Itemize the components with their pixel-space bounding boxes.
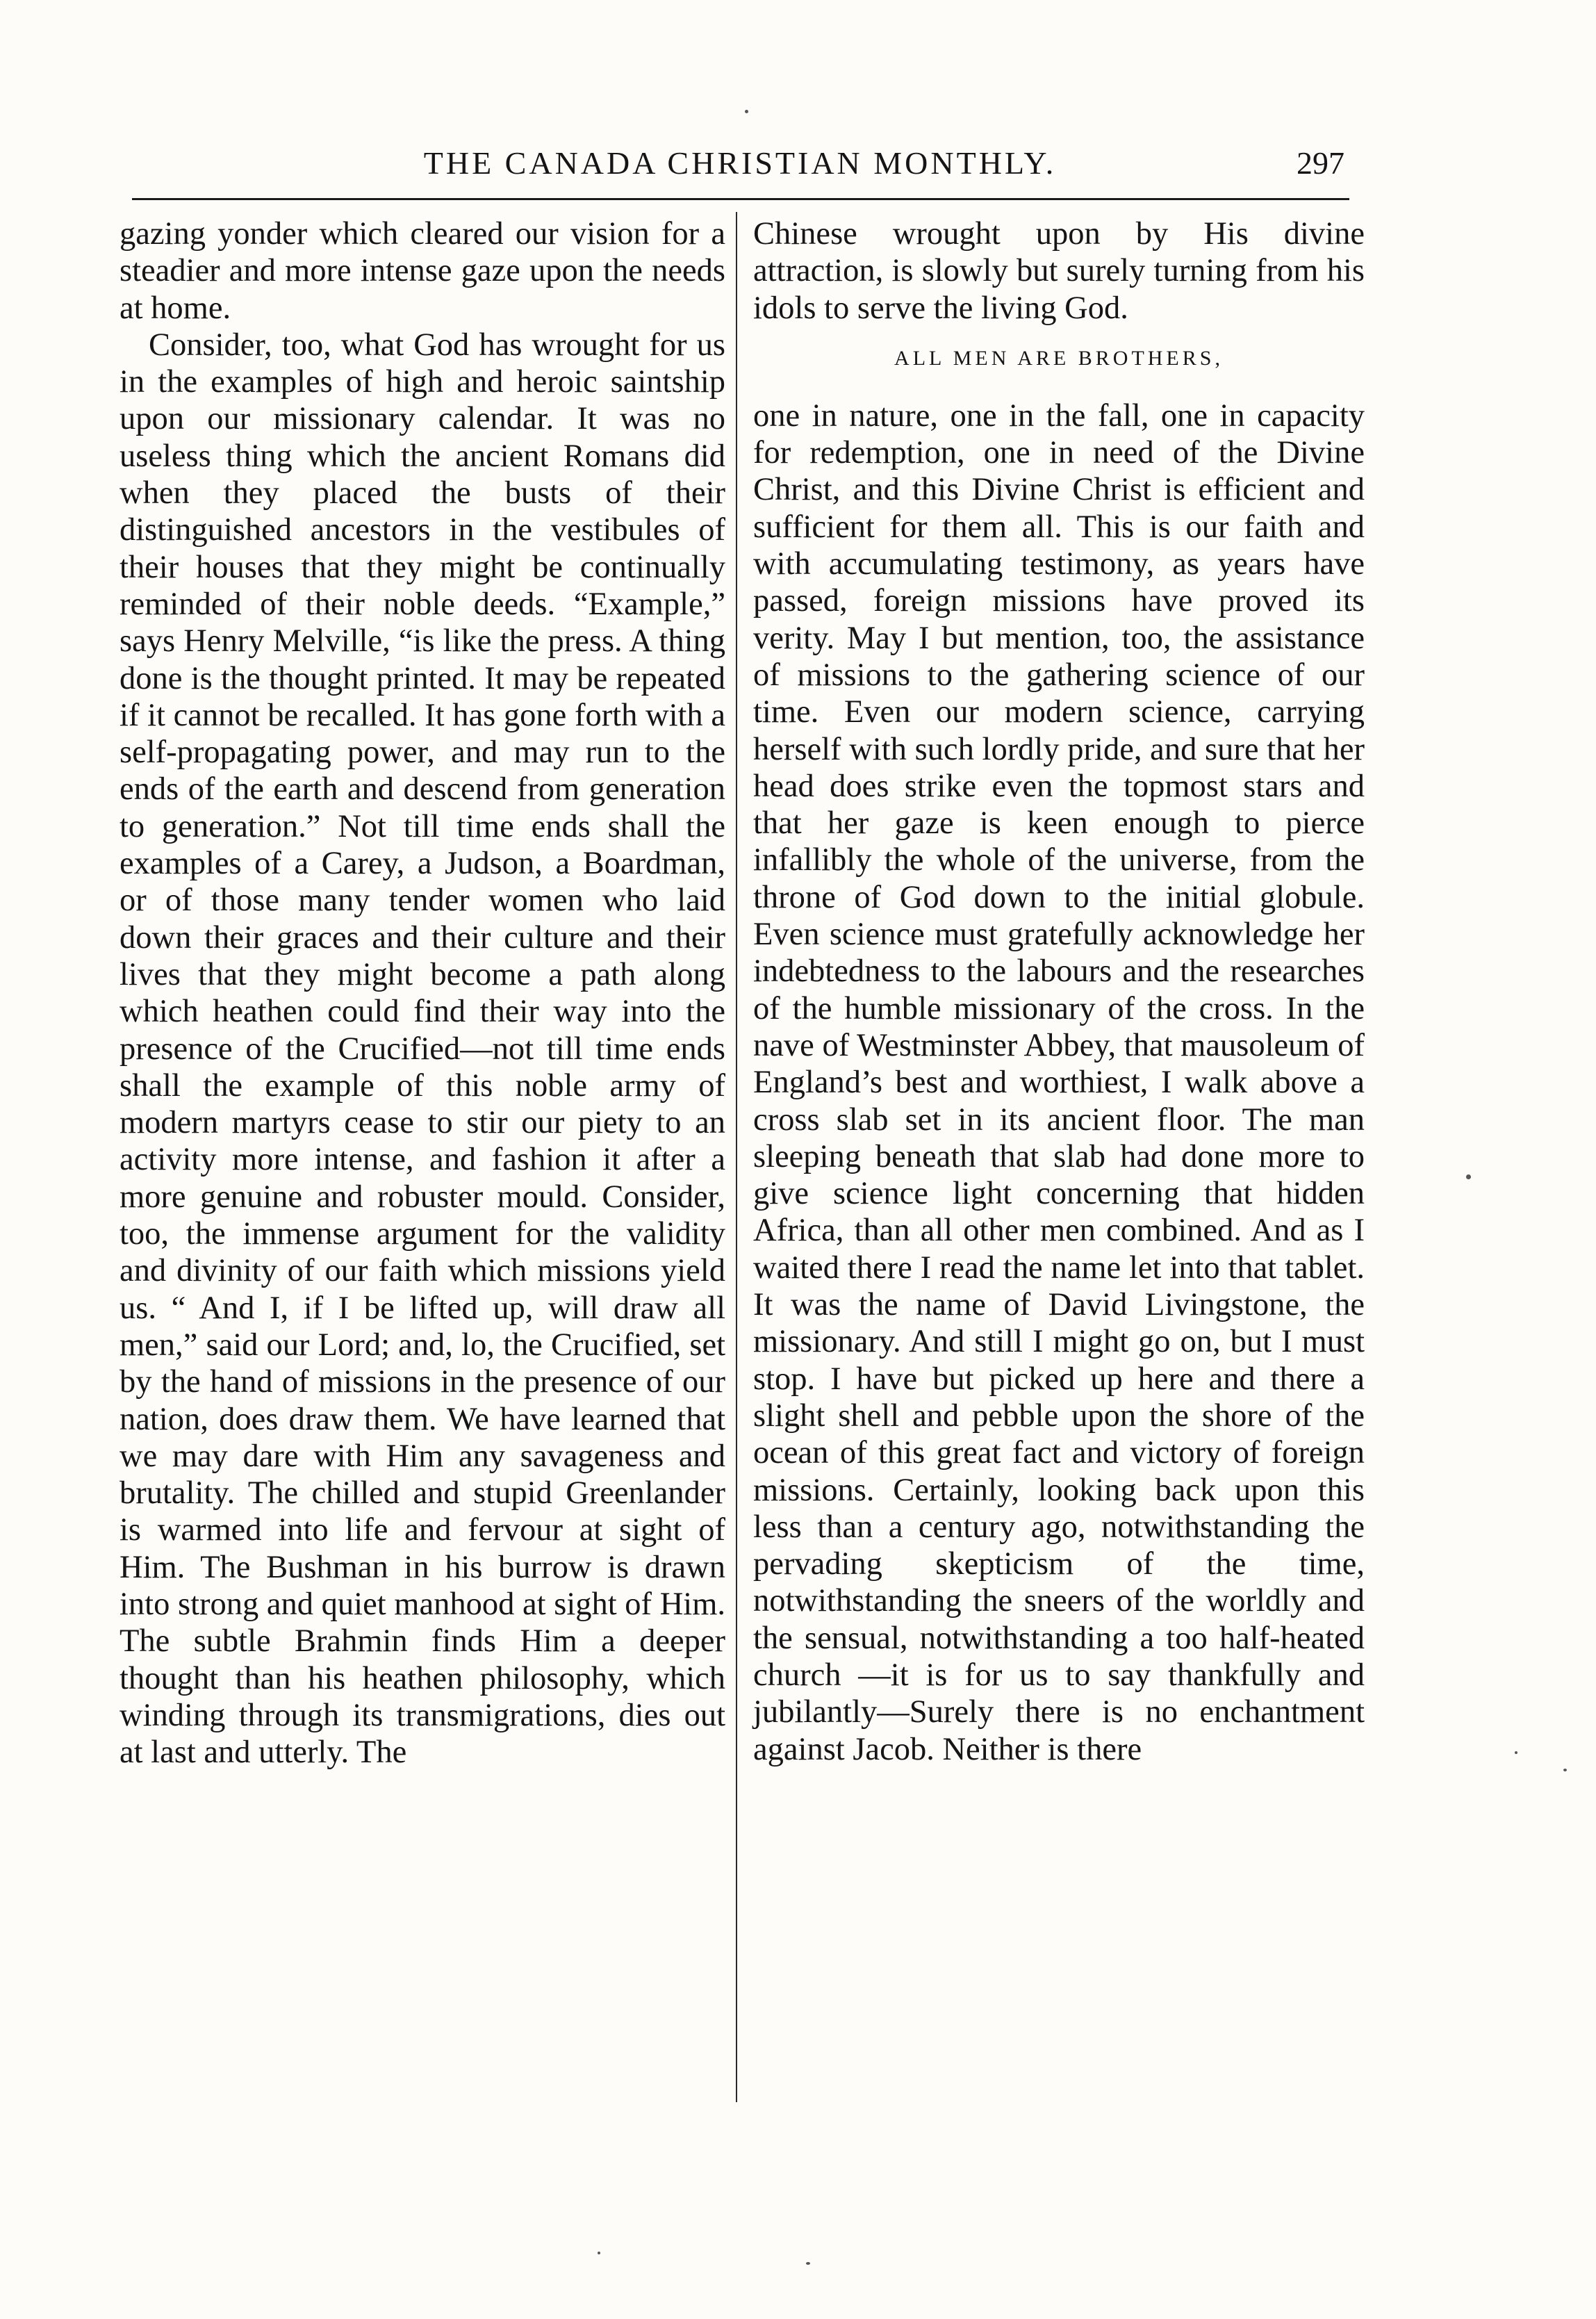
left-column bbox=[120, 215, 725, 1771]
scan-speck bbox=[1563, 1769, 1567, 1771]
left-paragraph-1: gazing yonder which cleared our vision for a steadier and more intense gaze upon the needs at home. bbox=[120, 216, 725, 326]
section-heading: ALL MEN ARE BROTHERS, bbox=[894, 346, 1224, 370]
scan-speck bbox=[1466, 1174, 1471, 1179]
left-paragraph-2: Consider, too, what God has wrought for us in the examples of high and heroic saintship upon our missionary calendar. It was no useless thing which the ancient Romans did when they placed the busts of their distinguished ancestors in the vestibules of their houses that they might be continually reminded of their noble deeds. “Example,” says Henry Melville, “is like the press. A thing done is the thought printed. It may be repeated if it cannot be recalled. It has gone forth with a self-propagating power, and may run to the ends of the earth and descend from generation to generation.” Not till time ends shall the examples of a Carey, a Judson, a Boardman, or of those many tender women who laid down their graces and their culture and their lives that they might become a path along which heathen could find their way into the presence of the Crucified—not till time ends shall the example of this noble army of modern martyrs cease to stir our piety to an activity more intense, and fashion it after a more genuine and robuster mould. Consider, too, the immense argument for the validity and divinity of our faith which missions yield us. “ And I, if I be lifted up, will draw all men,” said our Lord; and, lo, the Crucified, set by the hand of missions in the presence of our nation, does draw them. We have learned that we may dare with Him any savageness and brutality. The chilled and stupid Greenlander is warmed into life and fervour at sight of Him. The Bushman in his burrow is drawn into strong and quiet manhood at sight of Him. The subtle Brahmin finds Him a deeper thought than his heathen philosophy, which winding through its transmigrations, dies out at last and utterly. The bbox=[120, 327, 725, 1771]
page-header bbox=[135, 139, 1344, 195]
right-paragraph-2: one in nature, one in the fall, one in capacity for redemption, one in need of the Divine Christ, and this Divine Christ is efficient and sufficient for them all. This is our faith and with accumulating testimony, as years have passed, foreign missions have proved its verity. May I but mention, too, the assistance of missions to the gathering science of our time. Even our modern science, carrying herself with such lordly pride, and sure that her head does strike even the topmost stars and that her gaze is keen enough to pierce infallibly the whole of the universe, from the throne of God down to the initial globule. Even science must gratefully acknowledge her indebtedness to the labours and the researches of the humble missionary of the cross. In the nave of Westminster Abbey, that mausoleum of England’s best and worthiest, I walk above a cross slab set in its ancient floor. The man sleeping beneath that slab had done more to give science light concerning that hidden Africa, than all other men combined. And as I waited there I read the name let into that tablet. It was the name of David Livingstone, the missionary. And still I might go on, but I must stop. I have but picked up here and there a slight shell and pebble upon the shore of the ocean of this great fact and victory of foreign missions. Certainly, looking back upon this less than a century ago, notwithstanding the pervading skepticism of the time, notwithstanding the sneers of the worldly and the sensual, notwithstanding a too half-heated church —it is for us to say thankfully and jubilantly—Surely there is no enchantment against Jacob. Neither is there bbox=[753, 398, 1365, 1767]
scan-speck bbox=[1515, 1751, 1517, 1754]
scan-speck bbox=[598, 2252, 600, 2254]
scan-speck bbox=[745, 110, 748, 113]
running-title: THE CANADA CHRISTIAN MONTHLY. bbox=[423, 145, 1057, 181]
right-paragraph-1: Chinese wrought upon by His divine attraction, is slowly but surely turning from his idols to serve the living God. bbox=[753, 216, 1365, 326]
page-number: 297 bbox=[1297, 145, 1344, 181]
column-rule bbox=[736, 212, 737, 2102]
right-column bbox=[753, 215, 1365, 1768]
scan-speck bbox=[806, 2262, 810, 2265]
header-rule bbox=[132, 198, 1349, 200]
